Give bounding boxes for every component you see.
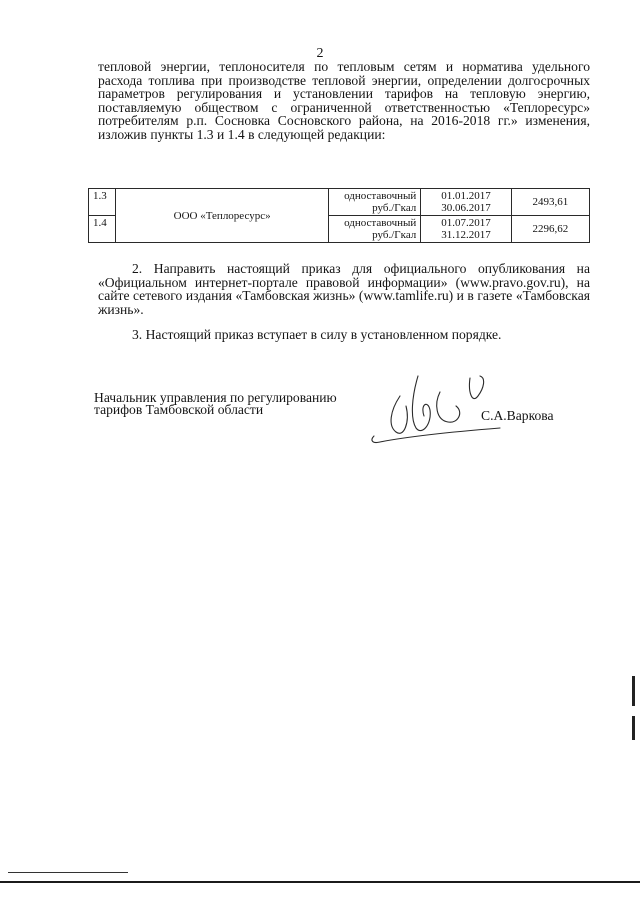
- tariff-unit-cell: [328, 216, 420, 243]
- paragraph-effect: 3. Настоящий приказ вступает в силу в установленном порядке.: [132, 327, 502, 342]
- intro-paragraph: тепловой энергии, теплоносителя по тепловым сетям и норматива удельного расхода топлива при производстве тепловой энергии, определении долгосрочных параметров регулирования и установлении тарифов на тепловую энергию, поставляемую обществом с ограниченной ответственностью «Теплоресурс» потребителям р.п. Сосновка Сосновского района, на 2016-2018 гг.» изменения, изложив пункты 1.3 и 1.4 в следующей редакции:: [98, 59, 590, 142]
- row-number: 1.3: [89, 189, 116, 216]
- table-row: [89, 189, 590, 216]
- signatory-title-line2: тарифов Тамбовской области: [94, 402, 264, 417]
- paragraph-publication: 2. Направить настоящий приказ для официального опубликования на «Официальном интернет-портале правовой информации» (www.pravo.gov.ru), на сайте сетевого издания «Тамбовская жизнь» (www.tamlife.ru) и в газете «Тамбовская жизнь».: [98, 261, 590, 317]
- tariff-type: одноставочный: [344, 217, 417, 229]
- page-number: 2: [316, 46, 324, 61]
- tariff-type: одноставочный: [344, 190, 417, 202]
- signatory-title-line1: Начальник управления по регулированию: [94, 390, 337, 405]
- tariff-unit-cell: [328, 189, 420, 216]
- scan-edge-mark: [632, 676, 635, 706]
- tariff-table: [88, 188, 590, 243]
- row-number: 1.4: [89, 216, 116, 243]
- period-end: 31.12.2017: [441, 229, 491, 241]
- period-cell: [421, 189, 511, 216]
- signatory-title: [94, 392, 364, 416]
- tariff-value: 2493,61: [511, 189, 589, 216]
- period-start: 01.01.2017: [441, 190, 491, 202]
- handwritten-signature: [360, 366, 510, 448]
- period-end: 30.06.2017: [441, 202, 491, 214]
- signatory-name: С.А.Варкова: [481, 408, 554, 423]
- scan-edge-mark: [632, 716, 635, 740]
- period-cell: [421, 216, 511, 243]
- tariff-value: 2296,62: [511, 216, 589, 243]
- scan-artifact-line: [8, 872, 128, 873]
- tariff-unit: руб./Гкал: [372, 202, 417, 214]
- scan-border-bottom: [0, 881, 640, 883]
- period-start: 01.07.2017: [441, 217, 491, 229]
- organization-cell: ООО «Теплоресурс»: [116, 189, 328, 243]
- tariff-unit: руб./Гкал: [372, 229, 417, 241]
